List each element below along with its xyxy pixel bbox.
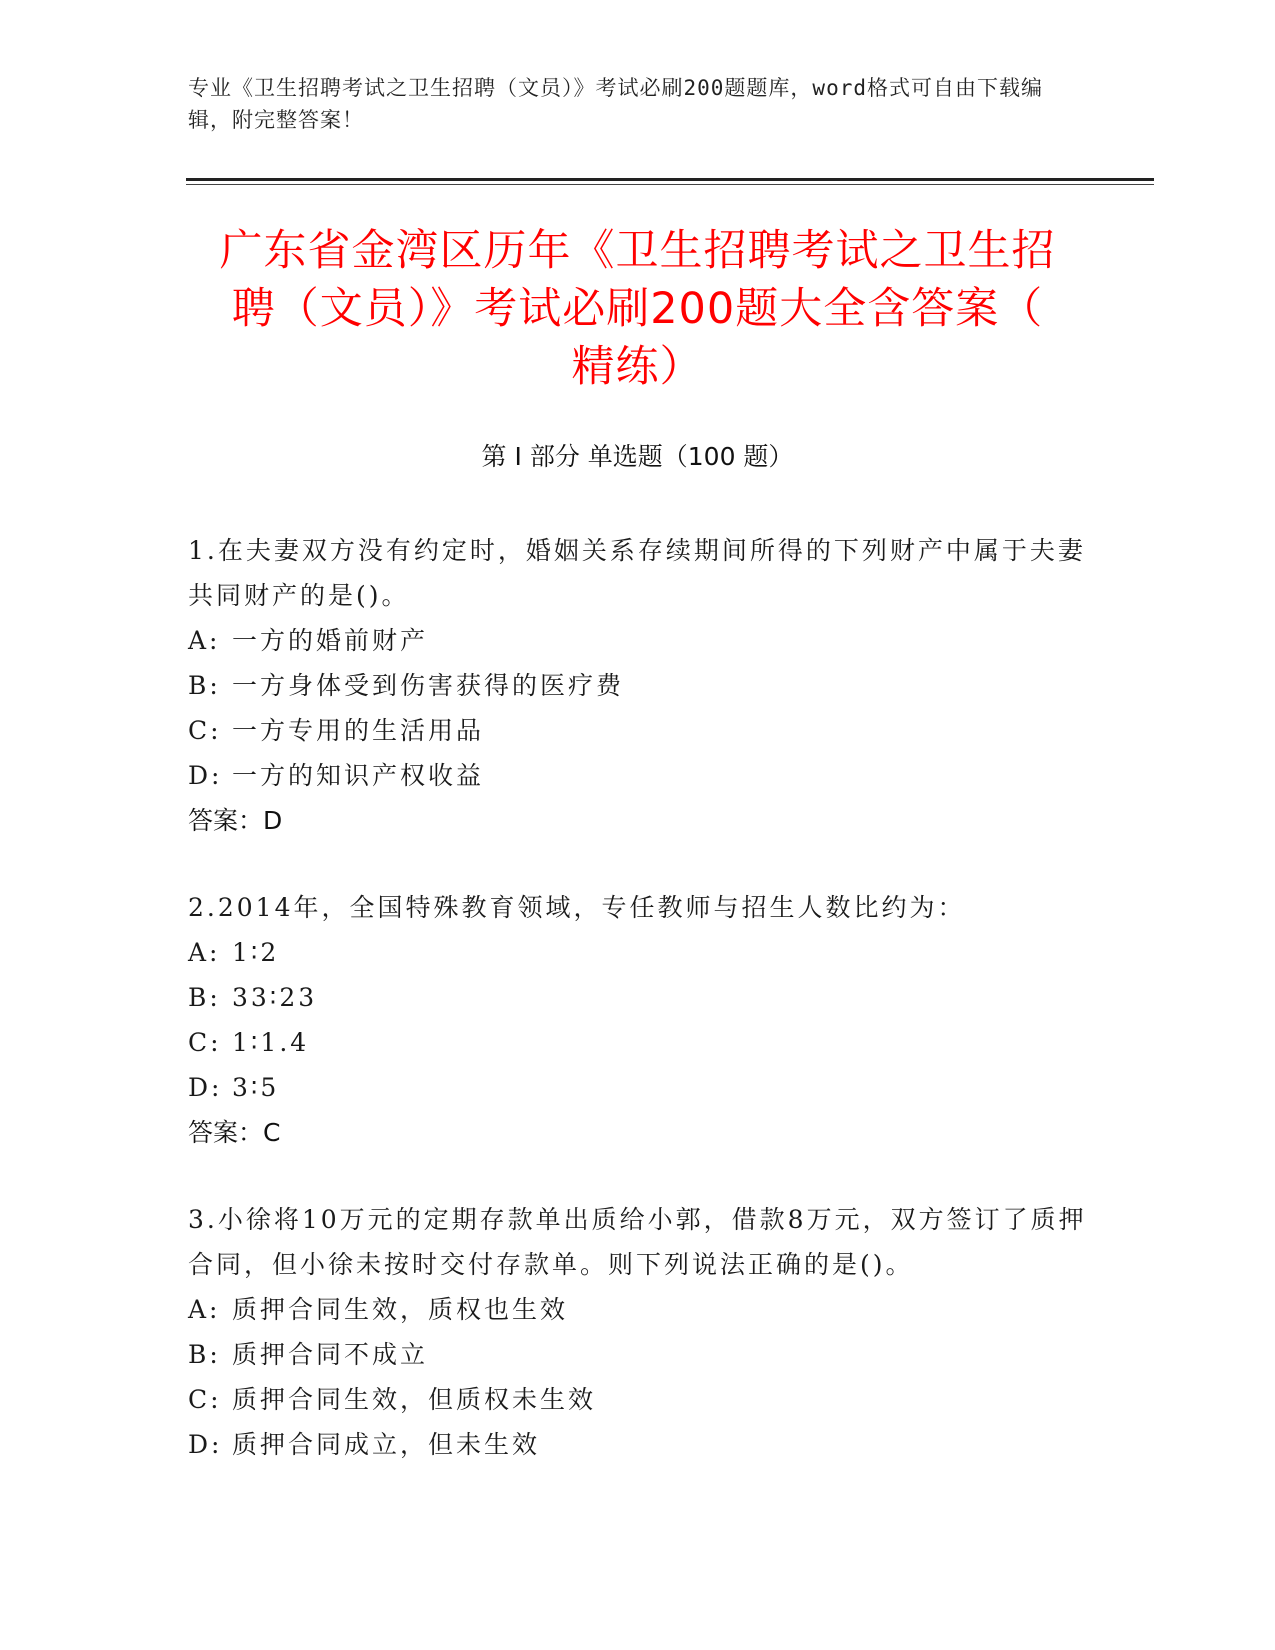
document-title-line-1: 广东省金湾区历年《卫生招聘考试之卫生招 bbox=[219, 226, 1056, 276]
option-letter: A: bbox=[188, 1295, 221, 1324]
option-c bbox=[188, 1377, 1088, 1422]
question-1 bbox=[188, 528, 1088, 843]
option-text: 一方身体受到伤害获得的医疗费 bbox=[232, 671, 625, 700]
option-a bbox=[188, 1287, 1088, 1332]
option-text: 一方专用的生活用品 bbox=[232, 716, 485, 745]
option-text: 一方的婚前财产 bbox=[232, 626, 429, 655]
option-text: 1∶1.4 bbox=[232, 1028, 310, 1057]
option-c bbox=[188, 708, 1088, 753]
option-d bbox=[188, 1422, 1088, 1467]
option-text: 质押合同成立，但未生效 bbox=[232, 1430, 541, 1459]
question-stem: 1.在夫妻双方没有约定时，婚姻关系存续期间所得的下列财产中属于夫妻共同财产的是()。 bbox=[188, 536, 1086, 610]
option-text: 一方的知识产权收益 bbox=[232, 761, 485, 790]
option-b bbox=[188, 1332, 1088, 1377]
option-letter: D: bbox=[188, 761, 223, 790]
option-letter: B: bbox=[188, 671, 221, 700]
option-text: 3∶5 bbox=[232, 1073, 280, 1102]
header-divider-thin bbox=[186, 184, 1154, 185]
question-stem: 3.小徐将10万元的定期存款单出质给小郭，借款8万元，双方签订了质押合同，但小徐未按时交付存款单。则下列说法正确的是()。 bbox=[188, 1205, 1087, 1279]
option-letter: D: bbox=[188, 1073, 223, 1102]
option-text: 质押合同生效，质权也生效 bbox=[232, 1295, 569, 1324]
question-3 bbox=[188, 1197, 1088, 1467]
option-text: 质押合同生效，但质权未生效 bbox=[232, 1385, 597, 1414]
option-d bbox=[188, 753, 1088, 798]
question-list bbox=[188, 528, 1088, 1509]
option-letter: D: bbox=[188, 1430, 223, 1459]
document-title bbox=[180, 222, 1095, 396]
document-title-line-3: 精练） bbox=[571, 342, 704, 392]
option-letter: B: bbox=[188, 1340, 221, 1369]
option-letter: C: bbox=[188, 1028, 222, 1057]
header-divider-thick bbox=[186, 178, 1154, 181]
option-letter: C: bbox=[188, 716, 222, 745]
header-note: 专业《卫生招聘考试之卫生招聘（文员）》考试必刷200题题库，word格式可自由下载编辑，附完整答案！ bbox=[188, 76, 1043, 132]
option-letter: B: bbox=[188, 983, 221, 1012]
option-b bbox=[188, 663, 1088, 708]
option-c bbox=[188, 1020, 1088, 1065]
section-title: 第 I 部分 单选题（100 题） bbox=[481, 442, 794, 471]
question-2 bbox=[188, 885, 1088, 1155]
option-letter: C: bbox=[188, 1385, 222, 1414]
option-a bbox=[188, 930, 1088, 975]
option-text: 1∶2 bbox=[232, 938, 280, 967]
answer-line: 答案：C bbox=[188, 1118, 281, 1147]
option-d bbox=[188, 1065, 1088, 1110]
option-letter: A: bbox=[188, 626, 221, 655]
answer-line: 答案：D bbox=[188, 806, 283, 835]
document-title-line-2: 聘（文员）》考试必刷200题大全含答案（ bbox=[231, 284, 1044, 334]
option-text: 33∶23 bbox=[232, 983, 318, 1012]
option-a bbox=[188, 618, 1088, 663]
option-b bbox=[188, 975, 1088, 1020]
option-letter: A: bbox=[188, 938, 221, 967]
question-stem: 2.2014年，全国特殊教育领域，专任教师与招生人数比约为： bbox=[188, 893, 966, 922]
option-text: 质押合同不成立 bbox=[232, 1340, 429, 1369]
